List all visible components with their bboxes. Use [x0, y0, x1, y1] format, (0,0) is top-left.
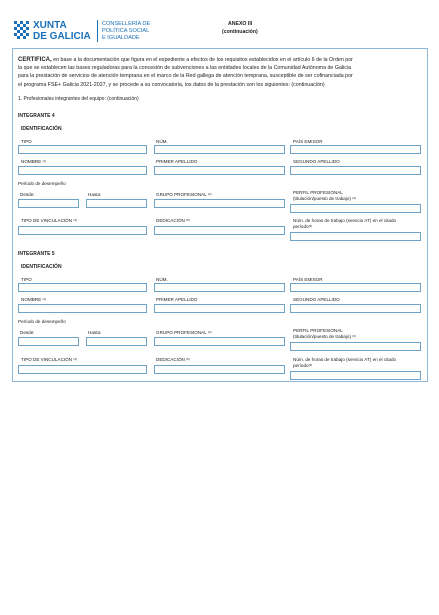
identificacion-heading: IDENTIFICACIÓN [21, 126, 62, 132]
segundo-apellido-field[interactable] [290, 166, 421, 175]
xunta-logo [14, 21, 30, 41]
annex-subtitle: (continuación) [222, 29, 258, 35]
department-name-line3: E IGUALDADE [102, 35, 140, 41]
nombre-label: NOMBRE $^{(1)}$ [21, 297, 47, 302]
certifica-line2: la que se establecen las bases reguladoras para la concesión de subvenciones a las entidades locales de la Comunidad Autónoma de Galicia [18, 65, 352, 72]
primer-apellido-field[interactable] [154, 304, 285, 313]
certifica-paragraph [18, 56, 422, 89]
dedicacion-field[interactable] [154, 365, 285, 374]
logo-text-line1: XUNTA [33, 20, 67, 31]
annex-title: ANEXO III [228, 21, 253, 27]
pais-emisor-label: PAÍS EMISOR [293, 277, 323, 282]
logo-divider [97, 20, 98, 42]
num-label: NÚM. [156, 277, 168, 282]
hasta-field[interactable] [86, 199, 147, 208]
pais-emisor-label: PAÍS EMISOR [293, 139, 323, 144]
primer-apellido-label: PRIMER APELLIDO [156, 297, 198, 302]
grupo-profesional-field[interactable] [154, 199, 285, 208]
hasta-label: Hasta: [88, 192, 102, 197]
hasta-label: Hasta: [88, 330, 102, 335]
desde-label: Desde: [20, 192, 35, 197]
perfil-profesional-sublabel: (titulación/puesto de trabajo) $^{(3)}$ [293, 334, 356, 339]
pais-emisor-field[interactable] [290, 145, 421, 154]
logo-text-line2: DE GALICIA [33, 31, 91, 42]
dedicacion-field[interactable] [154, 226, 285, 235]
tipo-vinculacion-field[interactable] [18, 226, 147, 235]
nombre-field[interactable] [18, 304, 147, 313]
hasta-field[interactable] [86, 337, 147, 346]
section-title: 1. Profesionales integrantes del equipo: (continuación) [18, 96, 139, 102]
grupo-profesional-label: GRUPO PROFESIONAL $^{(2)}$ [156, 192, 212, 197]
certifica-line4: el programa FSE+ Galicia 2021-2027, y se procede a su convocatoria, los datos de la prestación son los siguientes: (continuación) [18, 81, 325, 88]
certifica-lead: CERTIFICA, [18, 57, 52, 63]
primer-apellido-field[interactable] [154, 166, 285, 175]
segundo-apellido-label: SEGUNDO APELLIDO [293, 297, 340, 302]
certifica-line1: en base a la documentación que figura en el expediente a efectos de los requisitos establecidos en el artículo 6 de la Orden por [51, 57, 353, 63]
identificacion-heading: IDENTIFICACIÓN [21, 264, 62, 270]
pais-emisor-field[interactable] [290, 283, 421, 292]
desde-label: Desde: [20, 330, 35, 335]
tipo-field[interactable] [18, 283, 147, 292]
horas-trabajo-field[interactable] [290, 232, 421, 241]
dedicacion-label: DEDICACIÓN $^{(5)}$ [156, 218, 190, 223]
periodo-label: Período de desempeño [18, 319, 66, 324]
horas-trabajo-label: Núm. de horas de trabajo (servicio AT) en el citado [293, 357, 397, 362]
tipo-label: TIPO [21, 277, 32, 282]
segundo-apellido-label: SEGUNDO APELLIDO [293, 159, 340, 164]
primer-apellido-label: PRIMER APELLIDO [156, 159, 198, 164]
grupo-profesional-field[interactable] [154, 337, 285, 346]
desde-field[interactable] [18, 337, 79, 346]
horas-trabajo-field[interactable] [290, 371, 421, 380]
perfil-profesional-field[interactable] [290, 204, 421, 213]
horas-trabajo-sublabel: período$^{(6)}$ [293, 363, 313, 368]
tipo-vinculacion-field[interactable] [18, 365, 147, 374]
nombre-field[interactable] [18, 166, 147, 175]
num-field[interactable] [154, 283, 285, 292]
grupo-profesional-label: GRUPO PROFESIONAL $^{(2)}$ [156, 330, 212, 335]
num-field[interactable] [154, 145, 285, 154]
tipo-vinculacion-label: TIPO DE VINCULACIÓN $^{(4)}$ [21, 218, 78, 223]
tipo-label: TIPO [21, 139, 32, 144]
nombre-label: NOMBRE $^{(1)}$ [21, 159, 47, 164]
integrante-title: INTEGRANTE 5 [18, 251, 55, 257]
desde-field[interactable] [18, 199, 79, 208]
perfil-profesional-label: PERFIL PROFESIONAL [293, 190, 343, 195]
perfil-profesional-field[interactable] [290, 342, 421, 351]
dedicacion-label: DEDICACIÓN $^{(5)}$ [156, 357, 190, 362]
tipo-field[interactable] [18, 145, 147, 154]
segundo-apellido-field[interactable] [290, 304, 421, 313]
perfil-profesional-sublabel: (titulación/puesto de trabajo) $^{(3)}$ [293, 196, 356, 201]
department-name-line2: POLÍTICA SOCIAL [102, 28, 150, 34]
horas-trabajo-label: Núm. de horas de trabajo (servicio AT) en el citado [293, 218, 397, 223]
department-name-line1: CONSELLERÍA DE [102, 21, 151, 27]
horas-trabajo-sublabel: período$^{(6)}$ [293, 224, 313, 229]
perfil-profesional-label: PERFIL PROFESIONAL [293, 328, 343, 333]
num-label: NÚM. [156, 139, 168, 144]
periodo-label: Período de desempeño [18, 181, 66, 186]
integrante-title: INTEGRANTE 4 [18, 113, 55, 119]
tipo-vinculacion-label: TIPO DE VINCULACIÓN $^{(4)}$ [21, 357, 78, 362]
certifica-line3: para la prestación de servicios de atención temprana en el marco de la Red gallega de atención temprana, susceptible de ser cofinanciada por [18, 73, 353, 80]
